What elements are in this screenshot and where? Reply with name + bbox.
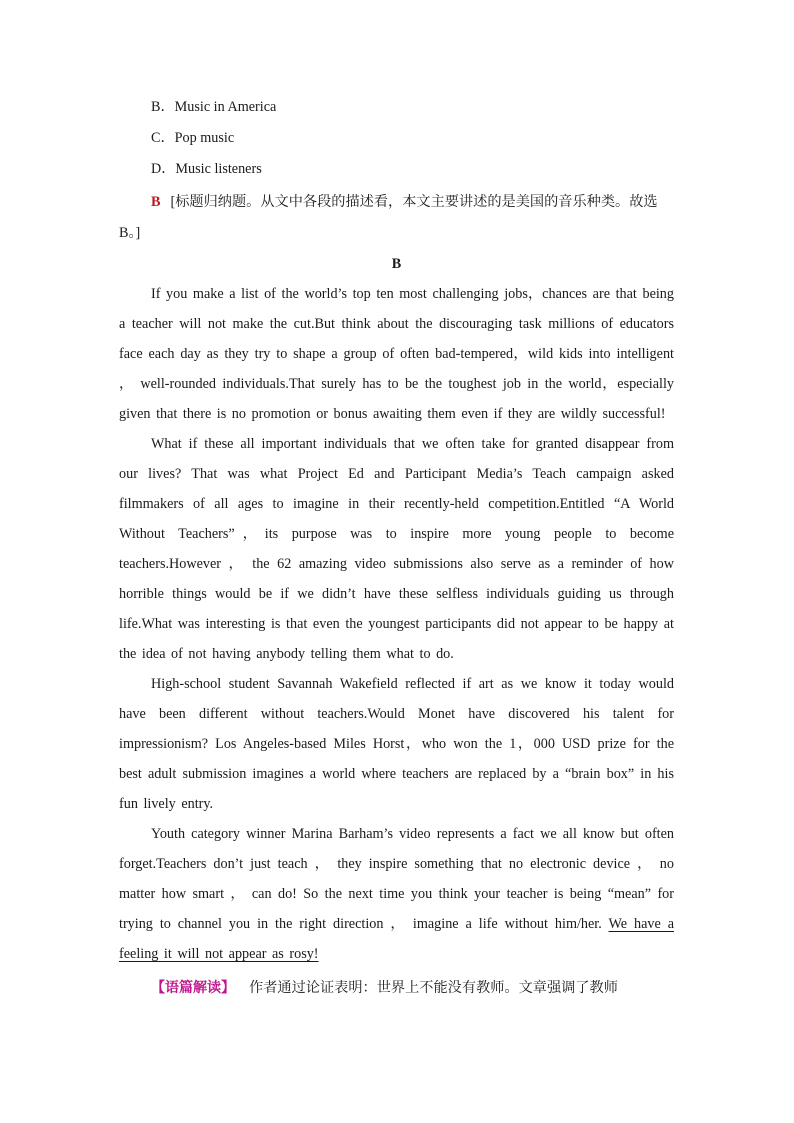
option-c: C．Pop music	[151, 130, 235, 146]
reading-note-text: 作者通过论证表明：世界上不能没有教师。文章强调了教师	[249, 980, 618, 996]
passage-paragraph-2: What if these all important individuals that we often take for granted disappear from our lives? That was what Project Ed and Participant Media’s Teach campaign asked filmmakers of all ages to imagine in their recently-held competition.Entitled “A World Without Teachers”，its purpose was to inspire more young people to become teachers.However ， the 62 amazing video submissions also serve as a reminder of how horrible things would be if we didn’t have these selfless individuals guiding us through life.What was interesting is that even the youngest participants did not appear to be happy at the idea of not having anybody telling them what to do.	[119, 436, 674, 662]
passage-paragraph-4	[119, 819, 674, 969]
answer-letter: B	[151, 194, 161, 210]
passage-paragraph-3: High-school student Savannah Wakefield reflected if art as we know it today would have been different without teachers.Would Monet have discovered his talent for impressionism? Los Angeles-based Miles Horst，who won the 1，000 USD prize for the best adult submission imagines a world where teachers are replaced by a “brain box” in his fun lively entry.	[119, 676, 674, 812]
section-heading: B	[391, 256, 402, 272]
reading-note-tag: 【语篇解读】	[151, 980, 235, 996]
passage-paragraph-1: If you make a list of the world’s top ten most challenging jobs，chances are that being a teacher will not make the cut.But think about the discouraging task millions of educators face each day as they try to shape a group of often bad-tempered，wild kids into intelligent ， well-rounded individuals.That surely has to be the toughest job in the world，especially given that there is no promotion or bonus awaiting them even if they are wildly successful!	[119, 286, 674, 422]
reading-note	[119, 973, 674, 1003]
option-d: D．Music listeners	[151, 161, 262, 177]
answer-text: [标题归纳题。从文中各段的描述看，本文主要讲述的是美国的音乐种类。故选 B。]	[119, 194, 658, 241]
underlined-sentence: We have a feeling it will not appear as rosy!	[119, 916, 674, 962]
option-b: B．Music in America	[151, 99, 277, 115]
paragraph-4-text: Youth category winner Marina Barham’s video represents a fact we all know but often forget.Teachers don’t just teach ， they inspire something that no electronic device ， no matter how smart ， can do! So the next time you think your teacher is being “mean” for trying to channel you in the right direction ， imagine a life without him/her.	[119, 826, 674, 932]
document-page	[119, 94, 674, 1003]
answer-explanation	[119, 187, 674, 249]
